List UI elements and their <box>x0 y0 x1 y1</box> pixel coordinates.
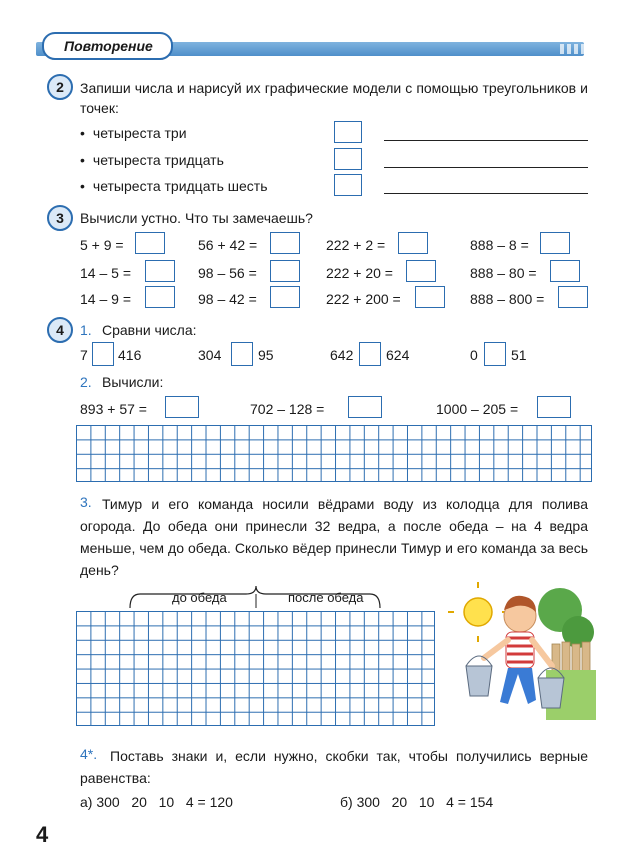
compare-right: 624 <box>386 347 410 363</box>
answer-box[interactable] <box>550 260 580 282</box>
compare-right: 95 <box>258 347 274 363</box>
answer-box[interactable] <box>334 174 362 196</box>
calculation-grid[interactable] <box>76 425 592 482</box>
subtask-1-text: Сравни числа: <box>102 322 197 338</box>
answer-box[interactable] <box>135 232 165 254</box>
expression: 888 – 80 = <box>470 265 537 281</box>
answer-line[interactable] <box>384 140 588 141</box>
expression: 222 + 20 = <box>326 265 393 281</box>
task-2-item-1: • четыреста три <box>80 124 187 142</box>
answer-line[interactable] <box>384 193 588 194</box>
expression: 56 + 42 = <box>198 237 258 253</box>
expression: 888 – 800 = <box>470 291 545 307</box>
compare-left: 304 <box>198 347 222 363</box>
answer-box[interactable] <box>270 260 300 282</box>
expression: 98 – 42 = <box>198 291 257 307</box>
task-3-text: Вычисли устно. Что ты замечаешь? <box>80 210 313 226</box>
compare-box[interactable] <box>92 342 114 366</box>
answer-box[interactable] <box>334 148 362 170</box>
fence-icon <box>552 642 590 674</box>
task-3-number: 3 <box>47 205 73 231</box>
expression: 14 – 5 = <box>80 265 131 281</box>
answer-box[interactable] <box>348 396 382 418</box>
answer-box[interactable] <box>537 396 571 418</box>
task-2-item-2: • четыреста тридцать <box>80 151 224 169</box>
answer-line[interactable] <box>384 167 588 168</box>
brace-label-before-lunch: до обеда <box>172 590 227 605</box>
answer-box[interactable] <box>406 260 436 282</box>
brace-label-after-lunch: после обеда <box>288 590 364 605</box>
expression: 98 – 56 = <box>198 265 257 281</box>
equation-a: а) 300 20 10 4 = 120 <box>80 794 233 810</box>
compare-box[interactable] <box>484 342 506 366</box>
task-4-number: 4 <box>47 317 73 343</box>
task-2-text: Запиши числа и нарисуй их графические модели с помощью треугольников и точек: <box>80 80 588 116</box>
expression: 222 + 2 = <box>326 237 386 253</box>
bucket-icon <box>466 656 492 696</box>
answer-box[interactable] <box>540 232 570 254</box>
answer-box[interactable] <box>398 232 428 254</box>
page-number: 4 <box>36 822 49 847</box>
compare-box[interactable] <box>359 342 381 366</box>
subtask-3-text: Тимур и его команда носили вёдрами воду из колодца для полива огорода. До обеда они принесли 32 ведра, а после обеда – на 4 ведра меньше, чем до обеда. Сколько вёдер принесли Тимур и его команда за весь день? <box>80 496 588 578</box>
answer-box[interactable] <box>334 121 362 143</box>
boy-with-buckets-illustration <box>448 582 596 720</box>
subtask-marker: 1. <box>80 322 92 338</box>
subtask-2-text: Вычисли: <box>102 374 164 390</box>
answer-box[interactable] <box>270 286 300 308</box>
expression: 14 – 9 = <box>80 291 131 307</box>
expression: 893 + 57 = <box>80 401 147 417</box>
sun-icon <box>464 598 492 626</box>
section-title: Повторение <box>42 32 173 60</box>
expression: 222 + 200 = <box>326 291 401 307</box>
equation-b: б) 300 20 10 4 = 154 <box>340 794 494 810</box>
subtask-marker: 2. <box>80 374 92 390</box>
subtask-marker: 4*. <box>80 746 98 762</box>
answer-box[interactable] <box>165 396 199 418</box>
compare-left: 7 <box>80 347 88 363</box>
task-2-number: 2 <box>47 74 73 100</box>
task-2-item-3: • четыреста тридцать шесть <box>80 177 268 195</box>
compare-left: 642 <box>330 347 354 363</box>
answer-box[interactable] <box>145 260 175 282</box>
solution-grid[interactable] <box>76 611 435 726</box>
expression: 888 – 8 = <box>470 237 529 253</box>
compare-box[interactable] <box>231 342 253 366</box>
answer-box[interactable] <box>145 286 175 308</box>
answer-box[interactable] <box>415 286 445 308</box>
expression: 5 + 9 = <box>80 237 124 253</box>
compare-right: 51 <box>511 347 527 363</box>
subtask-marker: 3. <box>80 494 92 510</box>
compare-left: 0 <box>470 347 478 363</box>
compare-right: 416 <box>118 347 142 363</box>
answer-box[interactable] <box>270 232 300 254</box>
header-stripes <box>560 44 585 54</box>
expression: 702 – 128 = <box>250 401 325 417</box>
expression: 1000 – 205 = <box>436 401 519 417</box>
answer-box[interactable] <box>558 286 588 308</box>
subtask-4-text: Поставь знаки и, если нужно, скобки так, чтобы получились верные равенства: <box>80 748 588 786</box>
